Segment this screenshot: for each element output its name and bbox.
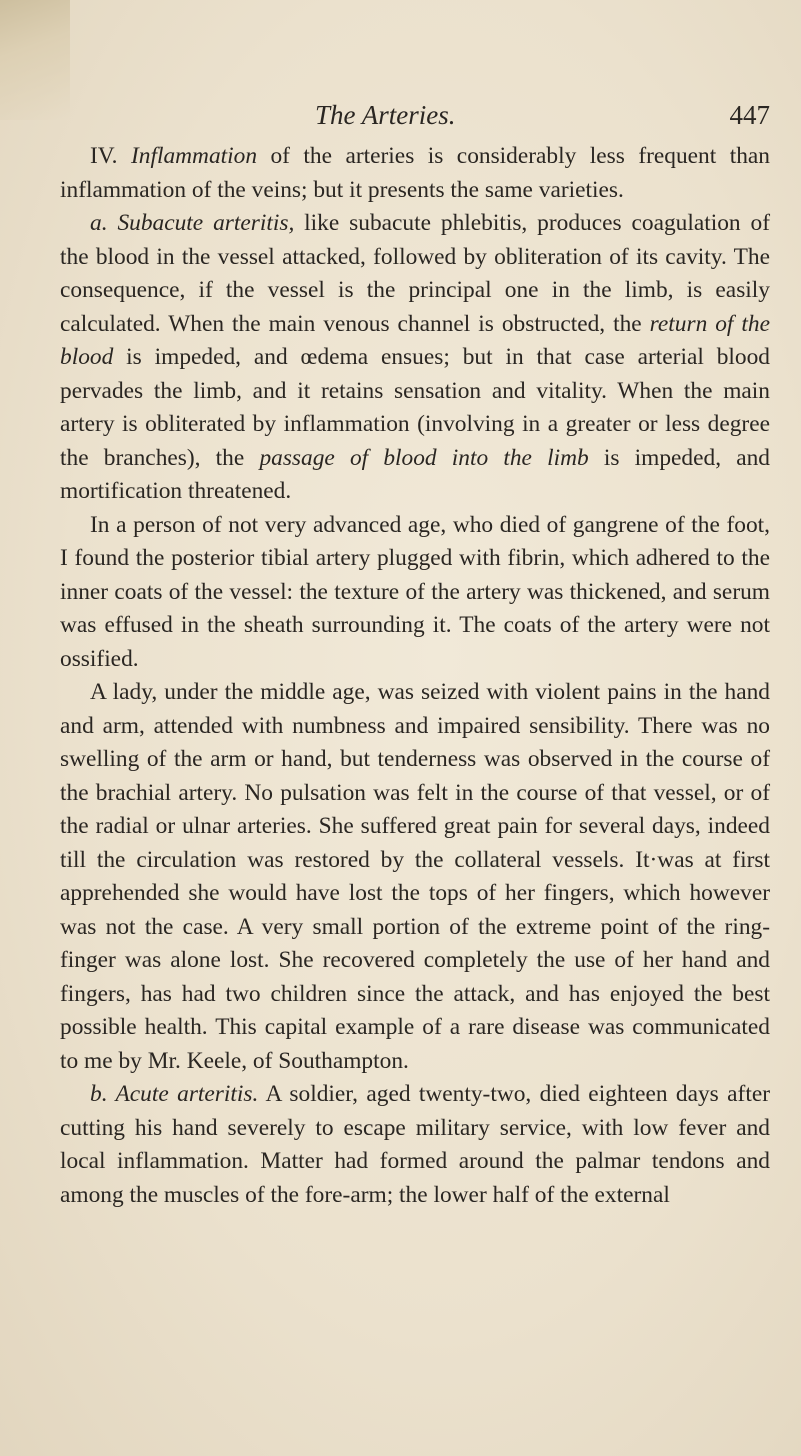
text-run: of the arteries is considerably less frequent than inflammation of the veins; but it presents the same varieties. xyxy=(60,143,770,203)
running-header xyxy=(60,100,770,140)
text-run: A lady, under the middle age, was seized with violent pains in the hand and arm, attended with numbness and impaired sensibility. There was no swelling of the arm or hand, but tenderness was observed in the course of the brachial artery. No pulsation was felt in the course of that vessel, or of the radial or ulnar arteries. She suffered great pain for several days, indeed till the circulation was restored by the collateral vessels. It·was at first apprehended she would have lost the tops of her fingers, which however was not the case. A very small portion of the extreme point of the ring-finger was alone lost. She recovered completely the use of her hand and fingers, has had two children since the attack, and has enjoyed the best possible health. This capital example of a rare disease was communicated to me by Mr. Keele, of Southampton. xyxy=(60,679,770,1074)
text-run: is impeded, and mortification threatened. xyxy=(60,444,770,504)
paragraph xyxy=(60,140,770,207)
italic-text-run: b. xyxy=(90,1081,116,1107)
paragraph xyxy=(60,207,770,509)
page-number: 447 xyxy=(729,100,770,130)
italic-text-run: Inflammation xyxy=(130,143,258,169)
italic-text-run: Acute arteritis. xyxy=(115,1081,259,1107)
italic-text-run: passage of blood into the limb xyxy=(259,444,589,471)
paragraph xyxy=(60,1078,770,1212)
paragraph xyxy=(60,676,770,1078)
italic-text-run: Subacute arteritis, xyxy=(117,210,295,236)
text-run: A soldier, aged twenty-two, died eighteen days after cutting his hand severely to escape military service, with low fever and local inflammation. Matter had formed around the palmar tendons and among the muscles of the fore-arm; the lower half of the external xyxy=(60,1081,771,1208)
running-title: The Arteries. xyxy=(315,100,456,130)
italic-text-run: a. xyxy=(90,210,118,236)
paragraph xyxy=(60,509,770,677)
text-run: In a person of not very advanced age, who died of gangrene of the foot, I found the posterior tibial artery plugged with fibrin, which adhered to the inner coats of the vessel: the texture of the artery was thickened, and serum was effused in the sheath surrounding it. The coats of the artery were not ossified. xyxy=(60,511,770,672)
text-run: IV. xyxy=(90,143,131,169)
body-text xyxy=(60,140,770,1212)
italic-text-run: return of the blood xyxy=(60,310,770,370)
text-run: is impeded, and œdema ensues; but in that case arterial blood pervades the limb, and it retains sensation and vitality. When the main artery is obliterated by inflammation (involving in a greater or less degree the branches), the xyxy=(60,344,770,471)
text-run: like subacute phlebitis, produces coagulation of the blood in the vessel attacked, followed by obliteration of its cavity. The consequence, if the vessel is the principal one in the limb, is easily calculated. When the main venous channel is obstructed, the xyxy=(60,210,770,337)
